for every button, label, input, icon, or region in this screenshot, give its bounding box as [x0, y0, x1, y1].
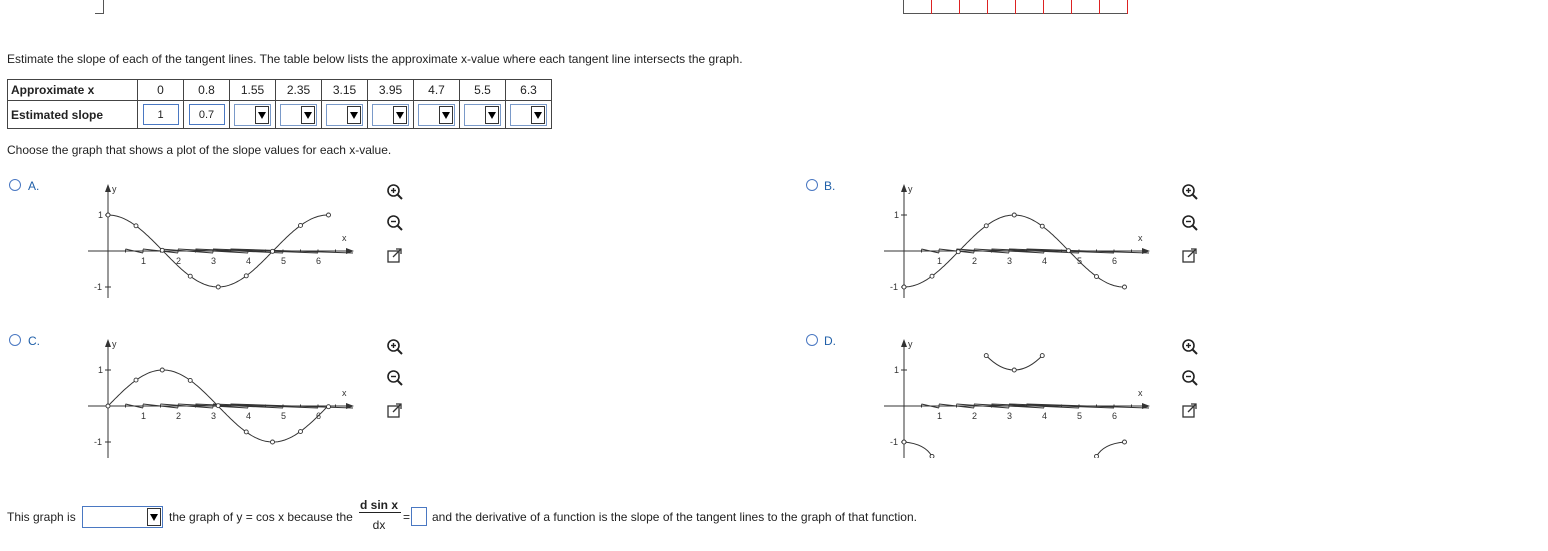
top-cutoff-line-left-h [95, 13, 104, 14]
open-new-window-icon[interactable] [386, 402, 404, 420]
slope-answer-box[interactable]: 0.7 [189, 104, 225, 125]
x-cell: 2.35 [276, 80, 322, 101]
plot-point [1012, 213, 1016, 217]
plot-point [1067, 249, 1071, 253]
x-cell: 0.8 [184, 80, 230, 101]
zoom-out-icon[interactable] [1181, 369, 1199, 387]
plot-curve [904, 442, 932, 456]
x-tick-label: 6 [316, 256, 322, 266]
y-tick-label: -1 [890, 437, 899, 447]
equals-sign: = [403, 510, 411, 524]
x-tick-label: 4 [1042, 256, 1048, 266]
zoom-out-icon[interactable] [1181, 214, 1199, 232]
x-tick-label: 5 [281, 411, 287, 421]
x-tick-label: 1 [937, 256, 943, 266]
x-tick-label: 3 [1007, 411, 1013, 421]
intro-text: Estimate the slope of each of the tangent lines. The table below lists the approximate x-value where each tangent line intersects the graph. [7, 52, 743, 66]
x-tick-label: 6 [1112, 256, 1118, 266]
plot-point [160, 248, 164, 252]
zoom-in-icon[interactable] [386, 183, 404, 201]
plot-point [244, 430, 248, 434]
plot-point [134, 224, 138, 228]
x-cell: 6.3 [506, 80, 552, 101]
plot-point [188, 274, 192, 278]
plot-point [1123, 440, 1127, 444]
x-cell: 3.95 [368, 80, 414, 101]
top-cutoff-line-left [103, 0, 104, 14]
plot-point [134, 378, 138, 382]
option-c-radio[interactable] [9, 334, 21, 346]
option-d-label[interactable]: D. [824, 334, 836, 348]
y-tick-label: -1 [94, 282, 103, 292]
zoom-in-icon[interactable] [1181, 338, 1199, 356]
x-tick-label: 2 [972, 256, 978, 266]
y-tick-label: 1 [894, 365, 900, 375]
plot-point [216, 404, 220, 408]
open-new-window-icon[interactable] [386, 247, 404, 265]
zoom-in-icon[interactable] [386, 338, 404, 356]
dropdown-arrow-icon[interactable] [147, 508, 161, 526]
slope-dropdown[interactable] [418, 104, 455, 126]
y-axis-arrow-icon [901, 339, 907, 347]
x-tick-label: 3 [211, 411, 217, 421]
plot-point [956, 250, 960, 254]
y-axis-label: y [908, 184, 913, 194]
x-tick-label: 1 [937, 411, 943, 421]
zoom-in-icon[interactable] [1181, 183, 1199, 201]
slope-dropdown[interactable] [510, 104, 547, 126]
zoom-out-icon[interactable] [386, 369, 404, 387]
plot-point [902, 440, 906, 444]
y-axis-arrow-icon [901, 184, 907, 192]
plot-point [930, 274, 934, 278]
y-tick-label: -1 [94, 437, 103, 447]
plot-curve [1097, 442, 1125, 456]
open-new-window-icon[interactable] [1181, 402, 1199, 420]
option-d-graph [876, 333, 1166, 458]
bottom-prefix: This graph is [7, 510, 76, 524]
dropdown-arrow-icon[interactable] [301, 106, 315, 124]
x-tick-label: 4 [246, 411, 252, 421]
x-tick-label: 1 [141, 256, 147, 266]
x-cell: 3.15 [322, 80, 368, 101]
option-d-radio[interactable] [806, 334, 818, 346]
plot-point [984, 224, 988, 228]
graph-relation-dropdown[interactable] [82, 506, 163, 528]
plot-point [930, 454, 934, 458]
x-tick-label: 5 [1077, 411, 1083, 421]
row-label-approx-x: Approximate x [8, 80, 138, 101]
open-new-window-icon[interactable] [1181, 247, 1199, 265]
x-tick-label: 3 [1007, 256, 1013, 266]
y-tick-label: 1 [98, 365, 104, 375]
x-tick-label: 6 [316, 411, 322, 421]
option-c-label[interactable]: C. [28, 334, 40, 348]
plot-point [984, 354, 988, 358]
x-tick-label: 3 [211, 256, 217, 266]
x-cell: 4.7 [414, 80, 460, 101]
option-b-label[interactable]: B. [824, 179, 836, 193]
plot-point [327, 405, 331, 409]
plot-point [271, 440, 275, 444]
plot-point [106, 213, 110, 217]
x-cell: 1.55 [230, 80, 276, 101]
plot-point [1123, 285, 1127, 289]
plot-point [902, 285, 906, 289]
plot-point [216, 285, 220, 289]
slope-dropdown[interactable] [464, 104, 501, 126]
plot-point [271, 249, 275, 253]
plot-point [106, 404, 110, 408]
fraction-denominator: dx [372, 518, 386, 532]
y-tick-label: 1 [98, 210, 104, 220]
x-axis-label: x [1138, 388, 1143, 398]
x-cell: 0 [138, 80, 184, 101]
choose-text: Choose the graph that shows a plot of the slope values for each x-value. [7, 143, 392, 157]
dropdown-arrow-icon[interactable] [531, 106, 545, 124]
option-a-label[interactable]: A. [28, 179, 40, 193]
bottom-middle: the graph of y = cos x because the [169, 510, 353, 524]
plot-point [1095, 454, 1099, 458]
zoom-out-icon[interactable] [386, 214, 404, 232]
dropdown-arrow-icon[interactable] [485, 106, 499, 124]
plot-point [327, 213, 331, 217]
option-a-radio[interactable] [9, 179, 21, 191]
y-axis-label: y [908, 339, 913, 349]
plot-point [244, 274, 248, 278]
x-axis-label: x [1138, 233, 1143, 243]
plot-point [1095, 275, 1099, 279]
option-a-graph [80, 178, 370, 298]
slope-dropdown[interactable] [326, 104, 363, 126]
y-tick-label: 1 [894, 210, 900, 220]
y-axis-arrow-icon [105, 184, 111, 192]
dropdown-arrow-icon[interactable] [393, 106, 407, 124]
dropdown-arrow-icon[interactable] [347, 106, 361, 124]
fraction-bar [359, 512, 401, 513]
plot-point [1012, 368, 1016, 372]
x-axis-label: x [342, 388, 347, 398]
slope-dropdown[interactable] [280, 104, 317, 126]
plot-point [1040, 354, 1044, 358]
x-tick-label: 2 [176, 411, 182, 421]
slope-dropdown[interactable] [372, 104, 409, 126]
y-axis-label: y [112, 339, 117, 349]
y-axis-label: y [112, 184, 117, 194]
plot-point [160, 368, 164, 372]
x-axis-label: x [342, 233, 347, 243]
plot-point [1040, 224, 1044, 228]
slope-table [7, 79, 552, 129]
y-tick-label: -1 [890, 282, 899, 292]
x-tick-label: 4 [1042, 411, 1048, 421]
option-b-graph [876, 178, 1166, 298]
y-axis-arrow-icon [105, 339, 111, 347]
slope-dropdown[interactable] [234, 104, 271, 126]
plot-point [299, 223, 303, 227]
x-tick-label: 1 [141, 411, 147, 421]
x-cell: 5.5 [460, 80, 506, 101]
dropdown-arrow-icon[interactable] [439, 106, 453, 124]
option-b-radio[interactable] [806, 179, 818, 191]
plot-point [299, 430, 303, 434]
x-tick-label: 5 [1077, 256, 1083, 266]
x-tick-label: 5 [281, 256, 287, 266]
row-label-estimated-slope: Estimated slope [8, 101, 138, 129]
x-tick-label: 6 [1112, 411, 1118, 421]
plot-point [188, 378, 192, 382]
fraction-numerator: d sin x [359, 498, 398, 512]
x-tick-label: 4 [246, 256, 252, 266]
bottom-suffix: and the derivative of a function is the slope of the tangent lines to the graph of that function. [432, 510, 917, 524]
dropdown-arrow-icon[interactable] [255, 106, 269, 124]
x-tick-label: 2 [972, 411, 978, 421]
slope-answer-box[interactable]: 1 [143, 104, 179, 125]
derivative-answer-box[interactable] [411, 507, 427, 526]
option-c-graph [80, 333, 370, 458]
x-tick-label: 2 [176, 256, 182, 266]
